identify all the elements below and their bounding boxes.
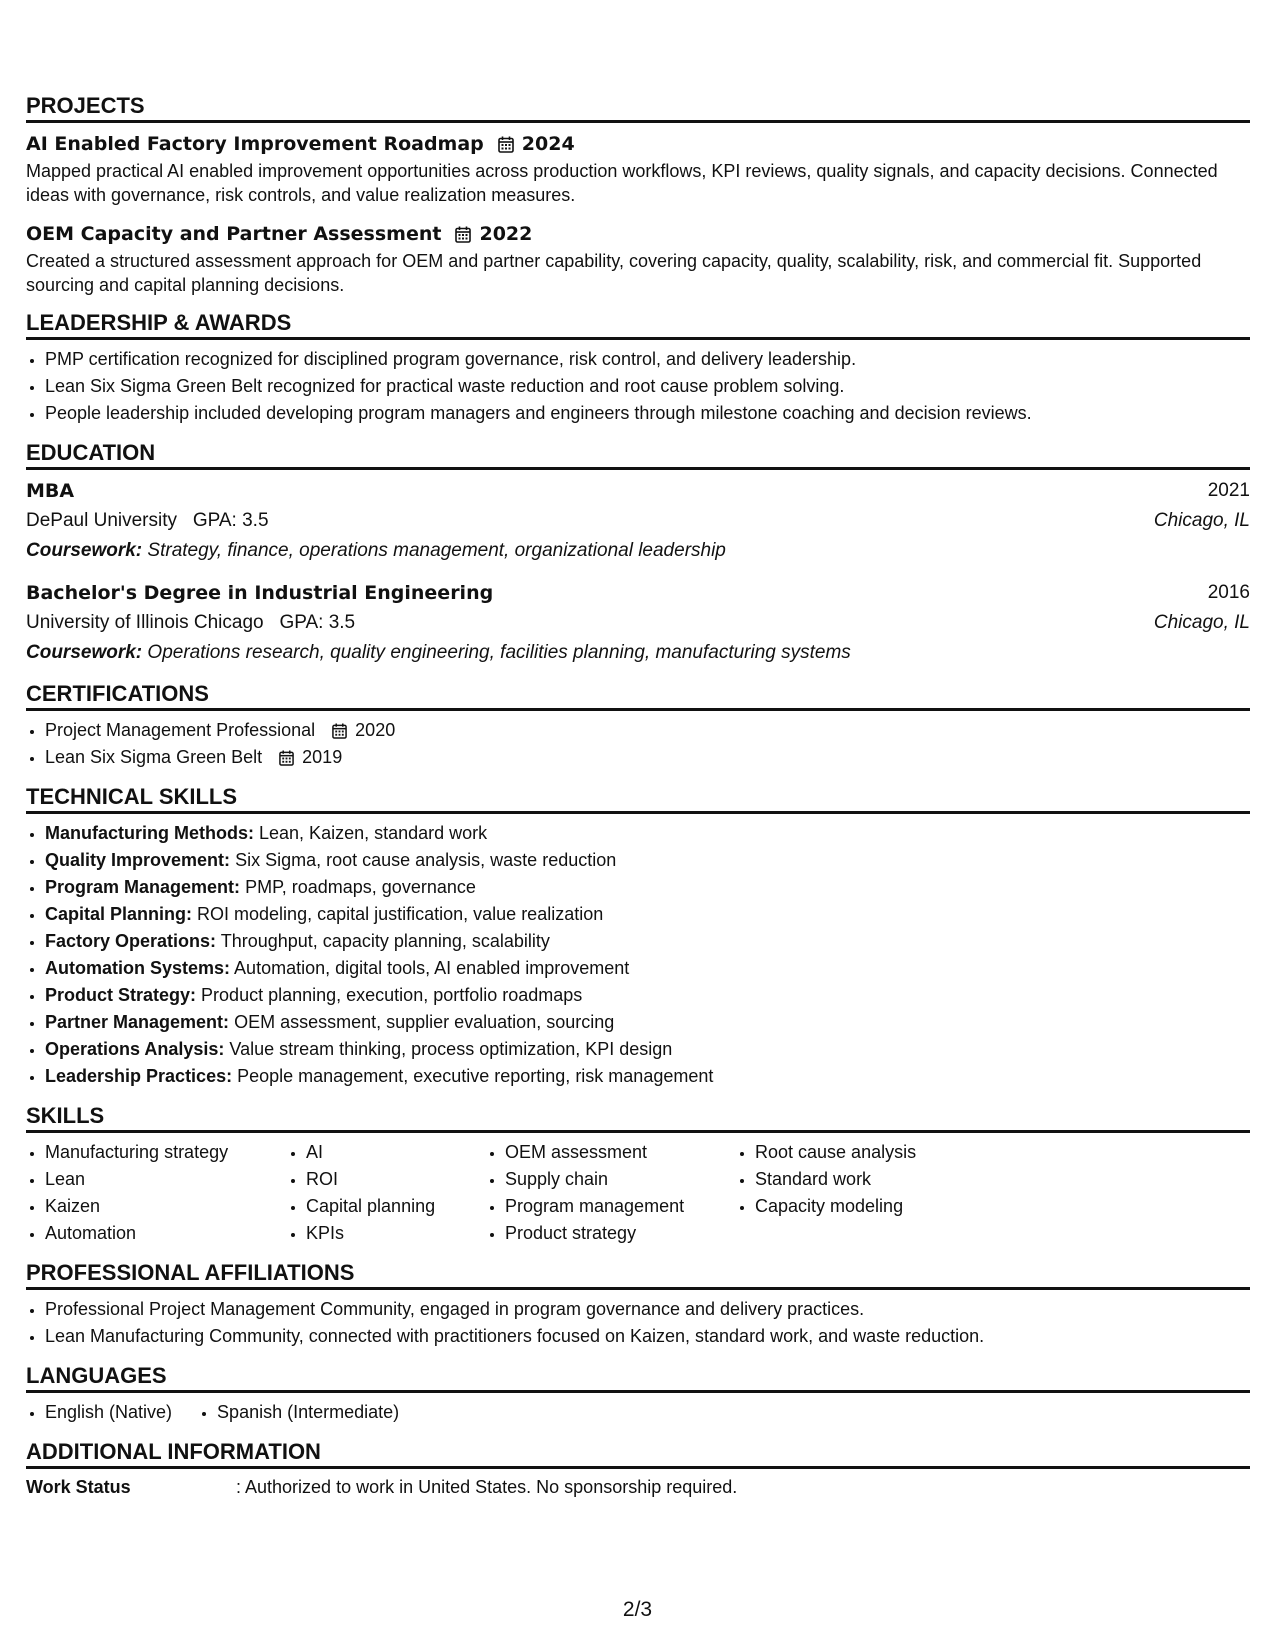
coursework-text: Operations research, quality engineering, facilities planning, manufacturing systems — [147, 642, 851, 663]
skill-item: • Program management — [505, 1193, 736, 1220]
list-item — [45, 744, 1250, 771]
skill-category: Factory Operations: — [45, 931, 217, 951]
section-title-skills: SKILLS — [26, 1102, 1250, 1133]
skill-values: Value stream thinking, process optimization, KPI design — [229, 1039, 673, 1059]
skill-values: Automation, digital tools, AI enabled improvement — [234, 958, 630, 978]
skill-category: Program Management: — [45, 877, 241, 897]
skill-item: • Capacity modeling — [755, 1193, 1055, 1220]
list-item: • Lean Six Sigma Green Belt recognized for practical waste reduction and root cause problem solving. — [45, 373, 1250, 400]
calendar-icon — [279, 750, 294, 766]
skill-item: • Root cause analysis — [755, 1139, 1055, 1166]
skill-item: • AI — [306, 1139, 486, 1166]
skill-category: Quality Improvement: — [45, 850, 231, 870]
skill-category: Manufacturing Methods: — [45, 823, 254, 843]
list-item — [45, 955, 1250, 982]
calendar-icon — [455, 226, 471, 243]
list-item — [45, 1009, 1250, 1036]
skills-column — [26, 1139, 287, 1247]
degree-name: MBA — [26, 480, 75, 502]
certification-name: Project Management Professional — [45, 720, 316, 740]
skill-category: Product Strategy: — [45, 985, 197, 1005]
calendar-icon — [332, 723, 347, 739]
technical-skills-section — [26, 783, 1250, 1090]
skill-values: Throughput, capacity planning, scalability — [220, 931, 550, 951]
skill-category: Capital Planning: — [45, 904, 193, 924]
section-title-additional: ADDITIONAL INFORMATION — [26, 1438, 1250, 1469]
skills-grid — [26, 1139, 1250, 1247]
skill-category: Operations Analysis: — [45, 1039, 225, 1059]
list-item — [45, 874, 1250, 901]
skills-column — [287, 1139, 486, 1247]
skill-item: • OEM assessment — [505, 1139, 736, 1166]
skill-item: • ROI — [306, 1166, 486, 1193]
projects-section — [26, 92, 1250, 297]
list-item: • PMP certification recognized for disciplined program governance, risk control, and delivery leadership. — [45, 346, 1250, 373]
school-name: University of Illinois Chicago — [26, 612, 264, 633]
list-item: • Professional Project Management Community, engaged in program governance and delivery practices. — [45, 1296, 1250, 1323]
skill-item: • KPIs — [306, 1220, 486, 1247]
skill-item: • Kaizen — [45, 1193, 287, 1220]
skill-item: • Capital planning — [306, 1193, 486, 1220]
list-item — [45, 982, 1250, 1009]
skills-section — [26, 1102, 1250, 1247]
list-item — [45, 901, 1250, 928]
language-item: • Spanish (Intermediate) — [217, 1399, 399, 1426]
section-title-languages: LANGUAGES — [26, 1362, 1250, 1393]
education-item — [26, 578, 1250, 668]
certification-name: Lean Six Sigma Green Belt — [45, 747, 263, 767]
leadership-section — [26, 309, 1250, 427]
certification-year: 2019 — [302, 747, 343, 767]
project-description: Created a structured assessment approach for OEM and partner capability, covering capacity, quality, scalability, risk, and commercial fit. Supported sourcing and capital planning decisions. — [26, 251, 1202, 295]
school-location: Chicago, IL — [1153, 612, 1250, 633]
skill-item: • Standard work — [755, 1166, 1055, 1193]
language-item: • English (Native) — [45, 1399, 172, 1426]
skill-item: • Manufacturing strategy — [45, 1139, 287, 1166]
project-item — [26, 219, 1250, 297]
section-title-projects: PROJECTS — [26, 92, 1250, 123]
skills-column — [736, 1139, 1055, 1247]
info-value: : Authorized to work in United States. No sponsorship required. — [236, 1477, 738, 1497]
project-description: Mapped practical AI enabled improvement opportunities across production workflows, KPI reviews, quality signals, and capacity decisions. Connected ideas with governance, risk controls, and value realization measures. — [26, 161, 1218, 205]
affiliations-section — [26, 1259, 1250, 1350]
list-item — [45, 928, 1250, 955]
skill-category: Partner Management: — [45, 1012, 230, 1032]
skill-values: ROI modeling, capital justification, value realization — [197, 904, 604, 924]
skills-column — [486, 1139, 736, 1247]
section-title-leadership: LEADERSHIP & AWARDS — [26, 309, 1250, 340]
skill-values: Lean, Kaizen, standard work — [259, 823, 488, 843]
section-title-certifications: CERTIFICATIONS — [26, 680, 1250, 711]
skill-values: People management, executive reporting, risk management — [237, 1066, 714, 1086]
gpa: GPA: 3.5 — [279, 612, 356, 633]
section-title-technical-skills: TECHNICAL SKILLS — [26, 783, 1250, 814]
list-item — [45, 1036, 1250, 1063]
skill-values: PMP, roadmaps, governance — [245, 877, 476, 897]
graduation-year: 2016 — [1207, 582, 1250, 603]
certification-year: 2020 — [355, 720, 396, 740]
additional-section — [26, 1438, 1250, 1499]
skill-values: OEM assessment, supplier evaluation, sourcing — [234, 1012, 615, 1032]
info-key: Work Status — [26, 1477, 131, 1497]
section-title-education: EDUCATION — [26, 439, 1250, 470]
school-location: Chicago, IL — [1153, 510, 1250, 531]
degree-name: Bachelor's Degree in Industrial Engineering — [26, 582, 494, 604]
certifications-section — [26, 680, 1250, 771]
page-number: 2/3 — [622, 1598, 653, 1621]
school-name: DePaul University — [26, 510, 177, 531]
coursework-label: Coursework: — [26, 642, 143, 663]
skill-item: • Supply chain — [505, 1166, 736, 1193]
list-item — [45, 717, 1250, 744]
education-item — [26, 476, 1250, 566]
skill-values: Product planning, execution, portfolio roadmaps — [201, 985, 583, 1005]
coursework-text: Strategy, finance, operations management, organizational leadership — [147, 540, 726, 561]
list-item — [45, 847, 1250, 874]
project-year: 2022 — [479, 223, 533, 245]
project-title: OEM Capacity and Partner Assessment — [26, 223, 442, 245]
coursework-label: Coursework: — [26, 540, 143, 561]
list-item: • Lean Manufacturing Community, connected with practitioners focused on Kaizen, standard work, and waste reduction. — [45, 1323, 1250, 1350]
graduation-year: 2021 — [1207, 480, 1250, 501]
project-year: 2024 — [521, 133, 575, 155]
list-item — [45, 1063, 1250, 1090]
skill-values: Six Sigma, root cause analysis, waste reduction — [235, 850, 617, 870]
skill-category: Leadership Practices: — [45, 1066, 233, 1086]
skill-item: • Automation — [45, 1220, 287, 1247]
project-title: AI Enabled Factory Improvement Roadmap — [26, 133, 484, 155]
skill-item: • Product strategy — [505, 1220, 736, 1247]
list-item: • People leadership included developing program managers and engineers through milestone coaching and decision reviews. — [45, 400, 1250, 427]
skill-item: • Lean — [45, 1166, 287, 1193]
project-item — [26, 129, 1250, 207]
gpa: GPA: 3.5 — [192, 510, 269, 531]
skill-category: Automation Systems: — [45, 958, 231, 978]
resume-page — [26, 92, 1250, 1511]
info-row — [26, 1475, 1250, 1499]
section-title-affiliations: PROFESSIONAL AFFILIATIONS — [26, 1259, 1250, 1290]
calendar-icon — [498, 136, 514, 153]
education-section — [26, 439, 1250, 668]
languages-section — [26, 1362, 1250, 1426]
list-item — [45, 820, 1250, 847]
